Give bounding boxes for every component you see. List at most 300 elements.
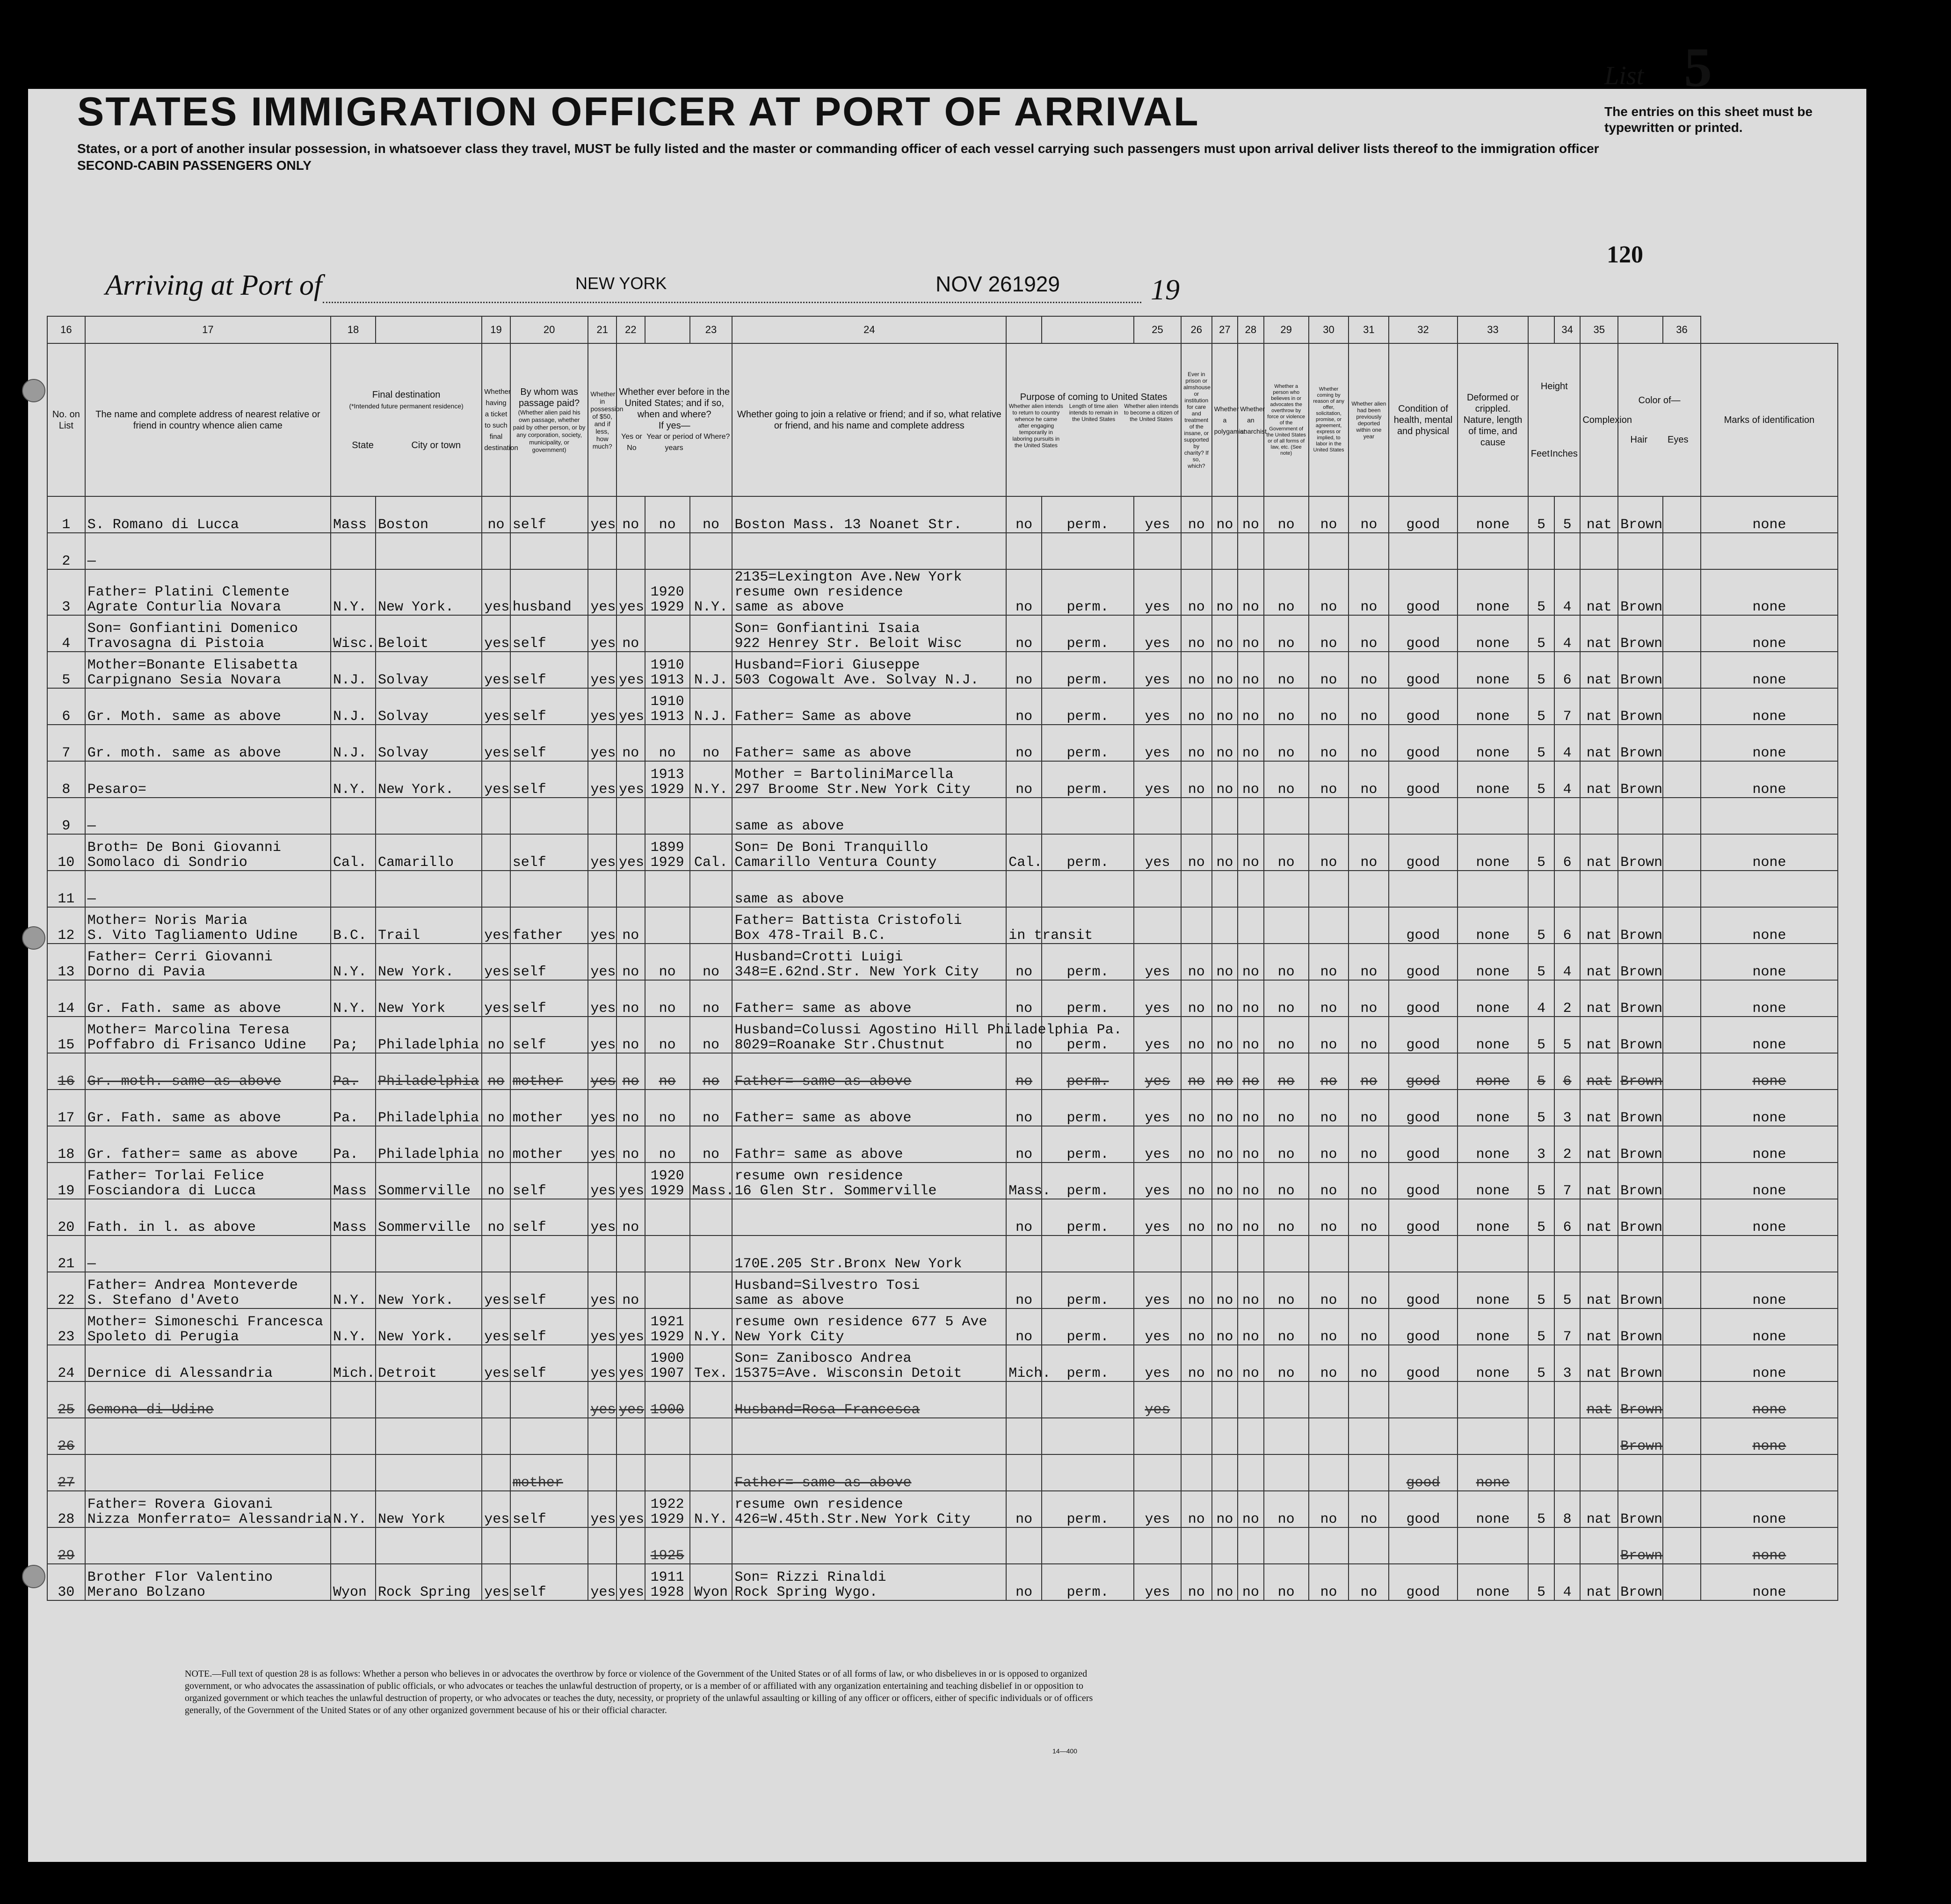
cell-q29 bbox=[1309, 1308, 1349, 1345]
cell-line: nat bbox=[1586, 517, 1612, 533]
cell-line: Brown bbox=[1620, 1147, 1663, 1163]
cell-health bbox=[1389, 944, 1457, 980]
cell-hair bbox=[1618, 725, 1663, 761]
cell-hair bbox=[1618, 1564, 1663, 1600]
cell-line: no bbox=[487, 1183, 505, 1199]
cell-ft bbox=[1528, 533, 1554, 569]
cell-line: 19 bbox=[58, 1183, 75, 1199]
cell-line: no bbox=[622, 1001, 639, 1017]
cell-line: no bbox=[1277, 1183, 1295, 1199]
cell-money bbox=[588, 1053, 616, 1090]
cell-no bbox=[47, 907, 85, 944]
cell-line: yes bbox=[619, 1183, 645, 1199]
cell-q25 bbox=[1181, 1308, 1212, 1345]
cell-rel bbox=[85, 496, 331, 533]
header-height bbox=[1528, 343, 1580, 496]
cell-where bbox=[690, 652, 733, 688]
cell-money bbox=[588, 907, 616, 944]
cell-q26 bbox=[1212, 1564, 1238, 1600]
cell-line: 18 bbox=[58, 1147, 75, 1163]
cell-line: no bbox=[1188, 517, 1205, 533]
cell-ticket bbox=[482, 688, 510, 725]
cell-line: no bbox=[1242, 782, 1259, 798]
cell-no bbox=[47, 1126, 85, 1163]
cell-line: 13 bbox=[58, 964, 75, 980]
cell-paid bbox=[510, 980, 588, 1017]
cell-p3 bbox=[1134, 1235, 1181, 1272]
cell-q25 bbox=[1181, 871, 1212, 907]
cell-p1 bbox=[1006, 1381, 1042, 1418]
cell-q26 bbox=[1212, 725, 1238, 761]
table-row bbox=[47, 944, 1838, 980]
cell-line: no bbox=[1216, 964, 1233, 980]
cell-line: no bbox=[1242, 1074, 1259, 1090]
cell-line: no bbox=[1015, 1512, 1033, 1527]
cell-p3 bbox=[1134, 496, 1181, 533]
cell-marks bbox=[1701, 1564, 1838, 1600]
cell-city bbox=[376, 1272, 482, 1308]
cell-line: no bbox=[622, 745, 639, 761]
cell-year bbox=[645, 533, 690, 569]
cell-line: 4 bbox=[1563, 1584, 1572, 1600]
cell-q29 bbox=[1309, 1527, 1349, 1564]
cell-join bbox=[732, 1345, 1006, 1381]
cell-q26 bbox=[1212, 871, 1238, 907]
cell-rel bbox=[85, 1491, 331, 1527]
cell-q25 bbox=[1181, 1491, 1212, 1527]
cell-line: yes bbox=[1145, 517, 1170, 533]
cell-ft bbox=[1528, 1564, 1554, 1600]
cell-line: good bbox=[1406, 1183, 1440, 1199]
cell-line: Merano Bolzano bbox=[87, 1584, 205, 1600]
header-period: Year or period of years bbox=[646, 432, 702, 452]
cell-ticket bbox=[482, 1235, 510, 1272]
cell-comp bbox=[1580, 1235, 1618, 1272]
cell-ticket bbox=[482, 496, 510, 533]
cell-where bbox=[690, 1053, 733, 1090]
cell-where bbox=[690, 1090, 733, 1126]
cell-hair bbox=[1618, 761, 1663, 798]
cell-money bbox=[588, 1199, 616, 1235]
cell-ft bbox=[1528, 1235, 1554, 1272]
cell-line: yes bbox=[619, 1366, 645, 1381]
cell-paid bbox=[510, 725, 588, 761]
cell-line: no bbox=[1277, 709, 1295, 725]
cell-comp bbox=[1580, 569, 1618, 615]
cell-line: yes bbox=[590, 599, 616, 615]
cell-line: yes bbox=[590, 1001, 616, 1017]
cell-ticket bbox=[482, 569, 510, 615]
table-row bbox=[47, 688, 1838, 725]
cell-q28 bbox=[1264, 615, 1309, 652]
cell-line: 22 bbox=[58, 1293, 75, 1308]
cell-line: 4 bbox=[62, 636, 71, 652]
cell-line: no bbox=[1015, 1584, 1033, 1600]
cell-line: father bbox=[512, 928, 563, 944]
cell-marks bbox=[1701, 761, 1838, 798]
cell-ticket bbox=[482, 1491, 510, 1527]
cell-line: perm. bbox=[1066, 709, 1109, 725]
column-number: 29 bbox=[1264, 316, 1309, 343]
cell-marks bbox=[1701, 1418, 1838, 1454]
cell-no bbox=[47, 1272, 85, 1308]
cell-money bbox=[588, 1126, 616, 1163]
cell-p2 bbox=[1042, 761, 1134, 798]
cell-ticket bbox=[482, 1090, 510, 1126]
cell-line: no bbox=[702, 517, 719, 533]
header-inches: Inches bbox=[1550, 448, 1578, 459]
cell-paid bbox=[510, 834, 588, 871]
cell-line: 5 bbox=[1537, 599, 1546, 615]
cell-marks bbox=[1701, 1381, 1838, 1418]
table-row bbox=[47, 1454, 1838, 1491]
column-number: 36 bbox=[1663, 316, 1701, 343]
cell-city bbox=[376, 533, 482, 569]
cell-ticket bbox=[482, 1381, 510, 1418]
cell-rel bbox=[85, 980, 331, 1017]
cell-q25 bbox=[1181, 615, 1212, 652]
cell-ft bbox=[1528, 1527, 1554, 1564]
cell-deformed bbox=[1458, 980, 1529, 1017]
cell-line: 5 bbox=[1563, 1037, 1572, 1053]
cell-no bbox=[47, 798, 85, 834]
cell-money bbox=[588, 1527, 616, 1564]
cell-q27 bbox=[1238, 1308, 1264, 1345]
cell-year bbox=[645, 688, 690, 725]
cell-rel bbox=[85, 798, 331, 834]
cell-line: none bbox=[1752, 709, 1786, 725]
cell-paid bbox=[510, 1418, 588, 1454]
arrival-date: NOV 261929 bbox=[936, 272, 1060, 296]
cell-line: 16 bbox=[58, 1074, 75, 1090]
cell-line: nat bbox=[1586, 745, 1612, 761]
cell-p3 bbox=[1134, 1126, 1181, 1163]
cell-q29 bbox=[1309, 725, 1349, 761]
cell-line: no bbox=[487, 1110, 505, 1126]
cell-no bbox=[47, 1090, 85, 1126]
cell-line: no bbox=[1242, 517, 1259, 533]
cell-where bbox=[690, 1308, 733, 1345]
cell-line: no bbox=[1360, 1584, 1378, 1600]
cell-hair bbox=[1618, 944, 1663, 980]
cell-p1 bbox=[1006, 980, 1042, 1017]
cell-line: yes bbox=[484, 1512, 510, 1527]
cell-line: perm. bbox=[1066, 1220, 1109, 1235]
cell-hair bbox=[1618, 980, 1663, 1017]
cell-q30 bbox=[1349, 980, 1389, 1017]
purpose-sub-return: Whether alien intends to return to country whence he came after engaging temporarily in laboring pursuits in the United States bbox=[1008, 402, 1063, 449]
cell-line: 14 bbox=[58, 1001, 75, 1017]
cell-line: none bbox=[1752, 1366, 1786, 1381]
cell-line: no bbox=[1320, 964, 1337, 980]
cell-no bbox=[47, 1235, 85, 1272]
cell-health bbox=[1389, 1126, 1457, 1163]
cell-hair bbox=[1618, 533, 1663, 569]
cell-line: none bbox=[1476, 1147, 1510, 1163]
cell-line: Mass. bbox=[692, 1183, 734, 1199]
cell-yn bbox=[616, 871, 645, 907]
cell-deformed bbox=[1458, 1308, 1529, 1345]
cell-paid bbox=[510, 944, 588, 980]
cell-ticket bbox=[482, 1199, 510, 1235]
cell-in bbox=[1554, 1564, 1581, 1600]
cell-where bbox=[690, 871, 733, 907]
cell-line: Father= same as above bbox=[734, 745, 912, 761]
cell-q26 bbox=[1212, 1126, 1238, 1163]
cell-line: no bbox=[1015, 964, 1033, 980]
cell-line: no bbox=[1277, 855, 1295, 871]
cell-no bbox=[47, 496, 85, 533]
cell-line: Husband=Silvestro Tosi bbox=[734, 1278, 920, 1294]
cell-q28 bbox=[1264, 1308, 1309, 1345]
cell-line: no bbox=[1188, 599, 1205, 615]
table-row bbox=[47, 761, 1838, 798]
cell-rel bbox=[85, 1381, 331, 1418]
cell-year bbox=[645, 1163, 690, 1199]
cell-health bbox=[1389, 1564, 1457, 1600]
header-before-us bbox=[616, 343, 732, 496]
cell-line: self bbox=[512, 964, 546, 980]
cell-line: nat bbox=[1586, 1037, 1612, 1053]
cell-line: 5 bbox=[1537, 928, 1546, 944]
cell-eyes bbox=[1663, 1090, 1701, 1126]
cell-line: Brown bbox=[1620, 1512, 1663, 1527]
column-number bbox=[1528, 316, 1554, 343]
cell-q28 bbox=[1264, 798, 1309, 834]
cell-in bbox=[1554, 688, 1581, 725]
cell-line: yes bbox=[619, 855, 645, 871]
cell-line: N.J. bbox=[333, 672, 367, 688]
cell-q25 bbox=[1181, 1454, 1212, 1491]
cell-line: no bbox=[1015, 599, 1033, 615]
cell-comp bbox=[1580, 761, 1618, 798]
cell-line: good bbox=[1406, 636, 1440, 652]
cell-line: none bbox=[1752, 1074, 1786, 1090]
cell-p3 bbox=[1134, 688, 1181, 725]
arrival-line bbox=[323, 302, 1141, 303]
cell-ticket bbox=[482, 907, 510, 944]
cell-line: none bbox=[1752, 1548, 1786, 1564]
cell-line: perm. bbox=[1066, 1183, 1109, 1199]
cell-line: 426=W.45th.Str.New York City bbox=[734, 1512, 971, 1527]
cell-line: — bbox=[87, 891, 96, 907]
cell-q28 bbox=[1264, 944, 1309, 980]
paid-by-note: (Whether alien paid his own passage, whether paid by other person, or by any corporation, society, municipality, or government) bbox=[513, 408, 586, 453]
cell-line: no bbox=[1188, 1220, 1205, 1235]
cell-money bbox=[588, 496, 616, 533]
cell-line: yes bbox=[484, 636, 510, 652]
cell-state bbox=[331, 1564, 376, 1600]
cell-p1 bbox=[1006, 1491, 1042, 1527]
cell-line: mother bbox=[512, 1110, 563, 1126]
cell-q29 bbox=[1309, 1454, 1349, 1491]
cell-rel bbox=[85, 1053, 331, 1090]
cell-line: good bbox=[1406, 1074, 1440, 1090]
cell-city bbox=[376, 1053, 482, 1090]
cell-p1 bbox=[1006, 725, 1042, 761]
cell-line: no bbox=[1360, 1329, 1378, 1345]
cell-ticket bbox=[482, 1126, 510, 1163]
cell-line: Gr. moth. same as above bbox=[87, 745, 281, 761]
cell-q25 bbox=[1181, 907, 1212, 944]
cell-year bbox=[645, 834, 690, 871]
cell-line: Husband=Crotti Luigi bbox=[734, 949, 903, 965]
cell-line: 4 bbox=[1563, 964, 1572, 980]
cell-q29 bbox=[1309, 798, 1349, 834]
cell-line: no bbox=[702, 745, 719, 761]
cell-deformed bbox=[1458, 1163, 1529, 1199]
cell-line: yes bbox=[590, 1074, 616, 1090]
cell-paid bbox=[510, 652, 588, 688]
cell-line: no bbox=[1360, 636, 1378, 652]
cell-line: 3 bbox=[62, 599, 71, 615]
cell-line: perm. bbox=[1066, 855, 1109, 871]
cell-line: yes bbox=[590, 672, 616, 688]
cell-line: yes bbox=[619, 782, 645, 798]
cell-p2 bbox=[1042, 798, 1134, 834]
cell-line: Brown bbox=[1620, 1293, 1663, 1308]
cell-q27 bbox=[1238, 980, 1264, 1017]
cell-q27 bbox=[1238, 1053, 1264, 1090]
cell-line: Gr. father= same as above bbox=[87, 1147, 298, 1163]
table-row bbox=[47, 1418, 1838, 1454]
cell-line: no bbox=[622, 1147, 639, 1163]
cell-line: no bbox=[622, 1074, 639, 1090]
cell-marks bbox=[1701, 496, 1838, 533]
column-number: 27 bbox=[1212, 316, 1238, 343]
cell-eyes bbox=[1663, 1017, 1701, 1053]
cell-where bbox=[690, 725, 733, 761]
cell-q28 bbox=[1264, 1345, 1309, 1381]
cell-in bbox=[1554, 907, 1581, 944]
cell-city bbox=[376, 871, 482, 907]
cell-q25 bbox=[1181, 1418, 1212, 1454]
cell-q30 bbox=[1349, 569, 1389, 615]
cell-q27 bbox=[1238, 1272, 1264, 1308]
final-destination-label: Final destination bbox=[372, 389, 441, 400]
cell-line: 5 bbox=[1537, 1074, 1546, 1090]
cell-q30 bbox=[1349, 761, 1389, 798]
cell-line: Father= Torlai Felice bbox=[87, 1168, 264, 1184]
cell-ticket bbox=[482, 944, 510, 980]
cell-health bbox=[1389, 834, 1457, 871]
cell-line: no bbox=[1320, 599, 1337, 615]
header-state: State bbox=[352, 440, 374, 451]
cell-in bbox=[1554, 1199, 1581, 1235]
cell-line: New York. bbox=[377, 782, 454, 798]
cell-in bbox=[1554, 1491, 1581, 1527]
cell-comp bbox=[1580, 1017, 1618, 1053]
cell-line: Rock Spring Wygo. bbox=[734, 1584, 878, 1600]
cell-line: no bbox=[1320, 855, 1337, 871]
cell-line: Boston Mass. 13 Noanet Str. bbox=[734, 517, 962, 533]
header-prison: Ever in prison or almshouse or institution for care and treatment of the insane, or supported by charity? If so, which? bbox=[1181, 343, 1212, 496]
cell-line: yes bbox=[484, 1366, 510, 1381]
cell-health bbox=[1389, 533, 1457, 569]
cell-line: N.Y. bbox=[333, 782, 367, 798]
cell-line: 4 bbox=[1563, 782, 1572, 798]
cell-rel bbox=[85, 1564, 331, 1600]
cell-deformed bbox=[1458, 725, 1529, 761]
cell-line: no bbox=[1320, 1329, 1337, 1345]
cell-line: no bbox=[1216, 1329, 1233, 1345]
cell-line: yes bbox=[590, 636, 616, 652]
cell-line: 5 bbox=[1537, 1293, 1546, 1308]
cell-q29 bbox=[1309, 533, 1349, 569]
cell-marks bbox=[1701, 907, 1838, 944]
cell-line: 6 bbox=[1563, 672, 1572, 688]
cell-line: N.Y. bbox=[694, 1329, 728, 1345]
cell-ft bbox=[1528, 1308, 1554, 1345]
cell-q29 bbox=[1309, 871, 1349, 907]
cell-p3 bbox=[1134, 1381, 1181, 1418]
cell-line: 1925 bbox=[650, 1548, 684, 1564]
cell-line: N.Y. bbox=[333, 1293, 367, 1308]
cell-line: S. Romano di Lucca bbox=[87, 517, 239, 533]
cell-q30 bbox=[1349, 1053, 1389, 1090]
cell-line: 5 bbox=[1537, 855, 1546, 871]
cell-line: 5 bbox=[1537, 1329, 1546, 1345]
cell-city bbox=[376, 652, 482, 688]
cell-line: good bbox=[1406, 928, 1440, 944]
cell-deformed bbox=[1458, 1017, 1529, 1053]
cell-paid bbox=[510, 1527, 588, 1564]
cell-line: husband bbox=[512, 599, 572, 615]
cell-paid bbox=[510, 1017, 588, 1053]
cell-q30 bbox=[1349, 871, 1389, 907]
cell-line: no bbox=[1360, 709, 1378, 725]
cell-p2 bbox=[1042, 1527, 1134, 1564]
cell-line: Son= De Boni Tranquillo bbox=[734, 840, 928, 856]
cell-line: same as above bbox=[734, 818, 844, 834]
cell-join bbox=[732, 1090, 1006, 1126]
cell-line: perm. bbox=[1066, 1147, 1109, 1163]
cell-line: Mich. bbox=[1008, 1366, 1051, 1381]
cell-line: good bbox=[1406, 672, 1440, 688]
cell-line: yes bbox=[1145, 745, 1170, 761]
cell-line: no bbox=[1277, 672, 1295, 688]
cell-q25 bbox=[1181, 1381, 1212, 1418]
column-number: 31 bbox=[1349, 316, 1389, 343]
cell-line: yes bbox=[484, 1329, 510, 1345]
cell-line: Father= same as above bbox=[734, 1001, 912, 1017]
cell-q25 bbox=[1181, 1163, 1212, 1199]
cell-health bbox=[1389, 1272, 1457, 1308]
cell-line: none bbox=[1752, 672, 1786, 688]
cell-where bbox=[690, 834, 733, 871]
cell-line: Husband=Colussi Agostino Hill Philadelphia Pa. bbox=[734, 1022, 1122, 1038]
cell-hair bbox=[1618, 1381, 1663, 1418]
cell-line: 503 Cogowalt Ave. Solvay N.J. bbox=[734, 672, 979, 688]
cell-deformed bbox=[1458, 798, 1529, 834]
cell-in bbox=[1554, 725, 1581, 761]
cell-hair bbox=[1618, 1199, 1663, 1235]
cell-where bbox=[690, 944, 733, 980]
cell-p2 bbox=[1042, 1564, 1134, 1600]
cell-line: no bbox=[1360, 745, 1378, 761]
cell-line: self bbox=[512, 636, 546, 652]
cell-line: mother bbox=[512, 1147, 563, 1163]
cell-q29 bbox=[1309, 1418, 1349, 1454]
cell-no bbox=[47, 688, 85, 725]
cell-yn bbox=[616, 1454, 645, 1491]
cell-join bbox=[732, 533, 1006, 569]
cell-p2 bbox=[1042, 1491, 1134, 1527]
cell-line: none bbox=[1752, 1584, 1786, 1600]
cell-line: yes bbox=[590, 782, 616, 798]
cell-ft bbox=[1528, 907, 1554, 944]
cell-line: Philadelphia bbox=[377, 1037, 479, 1053]
